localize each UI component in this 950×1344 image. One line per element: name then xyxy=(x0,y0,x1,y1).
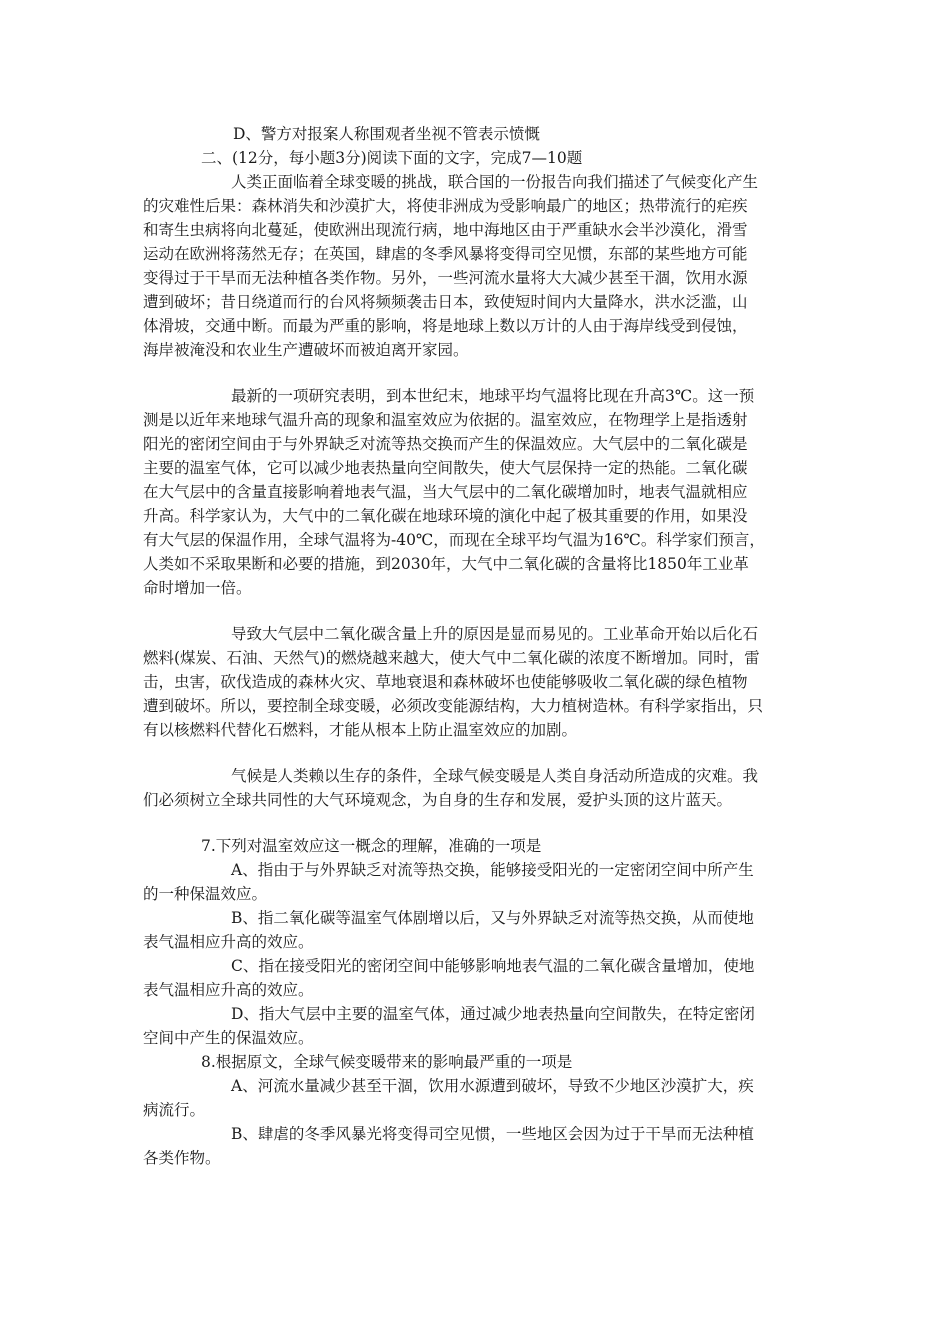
passage-paragraph-3 xyxy=(143,622,805,742)
paragraph-line: 主要的温室气体，它可以减少地表热量向空间散失，使大气层保持一定的热能。二氧化碳 xyxy=(143,459,748,477)
option-a: A、指由于与外界缺乏对流等热交换，能够接受阳光的一定密闭空间中所产生 xyxy=(231,861,754,879)
option-c: C、指在接受阳光的密闭空间中能够影响地表气温的二氧化碳含量增加，使地 xyxy=(231,957,755,975)
option-a-continued: 的一种保温效应。 xyxy=(143,885,268,903)
paragraph-line: 体滑坡，交通中断。而最为严重的影响，将是地球上数以万计的人由于海岸线受到侵蚀， xyxy=(143,317,748,335)
paragraph-line: 的灾难性后果：森林消失和沙漠扩大，将使非洲成为受影响最广的地区；热带流行的疟疾 xyxy=(143,197,748,215)
paragraph-line: 运动在欧洲将荡然无存；在英国，肆虐的冬季风暴将变得司空见惯，东部的某些地方可能 xyxy=(143,245,748,263)
paragraph-line: 人类正面临着全球变暖的挑战，联合国的一份报告向我们描述了气候变化产生 xyxy=(231,173,759,191)
question-stem: 8.根据原文，全球气候变暖带来的影响最严重的一项是 xyxy=(201,1053,573,1071)
option-a: A、河流水量减少甚至干涸，饮用水源遭到破坏，导致不少地区沙漠扩大，疾 xyxy=(231,1077,754,1095)
paragraph-line: 们必须树立全球共同性的大气环境观念，为自身的生存和发展，爱护头顶的这片蓝天。 xyxy=(143,791,733,809)
option-c-continued: 表气温相应升高的效应。 xyxy=(143,981,314,999)
paragraph-line: 和寄生虫病将向北蔓延，使欧洲出现流行病，地中海地区由于严重缺水会半沙漠化，滑雪 xyxy=(143,221,748,239)
paragraph-line: 有以核燃料代替化石燃料，才能从根本上防止温室效应的加剧。 xyxy=(143,721,578,739)
paragraph-line: 遭到破坏；昔日绕道而行的台风将频频袭击日本，致使短时间内大量降水，洪水泛滥，山 xyxy=(143,293,748,311)
passage-paragraph-4 xyxy=(143,764,805,812)
question-8 xyxy=(143,1050,805,1170)
paragraph-line: 气候是人类赖以生存的条件，全球气候变暖是人类自身活动所造成的灾难。我 xyxy=(231,767,759,785)
paragraph-line: 测是以近年来地球气温升高的现象和温室效应为依据的。温室效应，在物理学上是指透射 xyxy=(143,411,748,429)
paragraph-line: 击，虫害，砍伐造成的森林火灾、草地衰退和森林破坏也使能够吸收二氧化碳的绿色植物 xyxy=(143,673,748,691)
paragraph-line: 变得过于干旱而无法种植各类作物。另外，一些河流水量将大大减少甚至干涸，饮用水源 xyxy=(143,269,748,287)
option-a-continued: 病流行。 xyxy=(143,1101,206,1119)
paragraph-line: 人类如不采取果断和必要的措施，到2030年，大气中二氧化碳的含量将比1850年工业革 xyxy=(143,555,749,573)
paragraph-line: 海岸被淹没和农业生产遭破坏而被迫离开家园。 xyxy=(143,341,469,359)
option-b-continued: 各类作物。 xyxy=(143,1149,221,1167)
paragraph-line: 导致大气层中二氧化碳含量上升的原因是显而易见的。工业革命开始以后化石 xyxy=(231,625,759,643)
option-b: B、指二氧化碳等温室气体剧增以后，又与外界缺乏对流等热交换，从而使地 xyxy=(231,909,754,927)
paragraph-line: 在大气层中的含量直接影响着地表气温，当大气层中的二氧化碳增加时，地表气温就相应 xyxy=(143,483,748,501)
paragraph-line: 遭到破坏。所以，要控制全球变暖，必须改变能源结构，大力植树造林。有科学家指出，只 xyxy=(143,697,764,715)
passage-paragraph-2 xyxy=(143,384,805,600)
paragraph-line: 升高。科学家认为，大气中的二氧化碳在地球环境的演化中起了极其重要的作用，如果没 xyxy=(143,507,748,525)
paragraph-line: 燃料(煤炭、石油、天然气)的燃烧越来越大，使大气中二氧化碳的浓度不断增加。同时，雷 xyxy=(143,649,760,667)
question-stem: 7.下列对温室效应这一概念的理解，准确的一项是 xyxy=(201,837,542,855)
previous-question-option-d: D、警方对报案人称围观者坐视不管表示愤慨 xyxy=(233,125,540,143)
option-b-continued: 表气温相应升高的效应。 xyxy=(143,933,314,951)
paragraph-line: 最新的一项研究表明，到本世纪末，地球平均气温将比现在升高3℃。这一预 xyxy=(231,387,755,405)
paragraph-line: 有大气层的保温作用，全球气温将为-40℃，而现在全球平均气温为16℃。科学家们预言， xyxy=(143,531,765,549)
option-d: D、指大气层中主要的温室气体，通过减少地表热量向空间散失，在特定密闭 xyxy=(231,1005,755,1023)
question-7 xyxy=(143,834,805,1050)
paragraph-line: 命时增加一倍。 xyxy=(143,579,252,597)
paragraph-line: 阳光的密闭空间由于与外界缺乏对流等热交换而产生的保温效应。大气层中的二氧化碳是 xyxy=(143,435,748,453)
section-header: 二、(12分，每小题3分)阅读下面的文字，完成7—10题 xyxy=(201,149,583,167)
option-b: B、肆虐的冬季风暴光将变得司空见惯，一些地区会因为过于干旱而无法种植 xyxy=(231,1125,754,1143)
document-body xyxy=(143,122,805,1170)
option-d-continued: 空间中产生的保温效应。 xyxy=(143,1029,314,1047)
passage-paragraph-1 xyxy=(143,170,805,362)
